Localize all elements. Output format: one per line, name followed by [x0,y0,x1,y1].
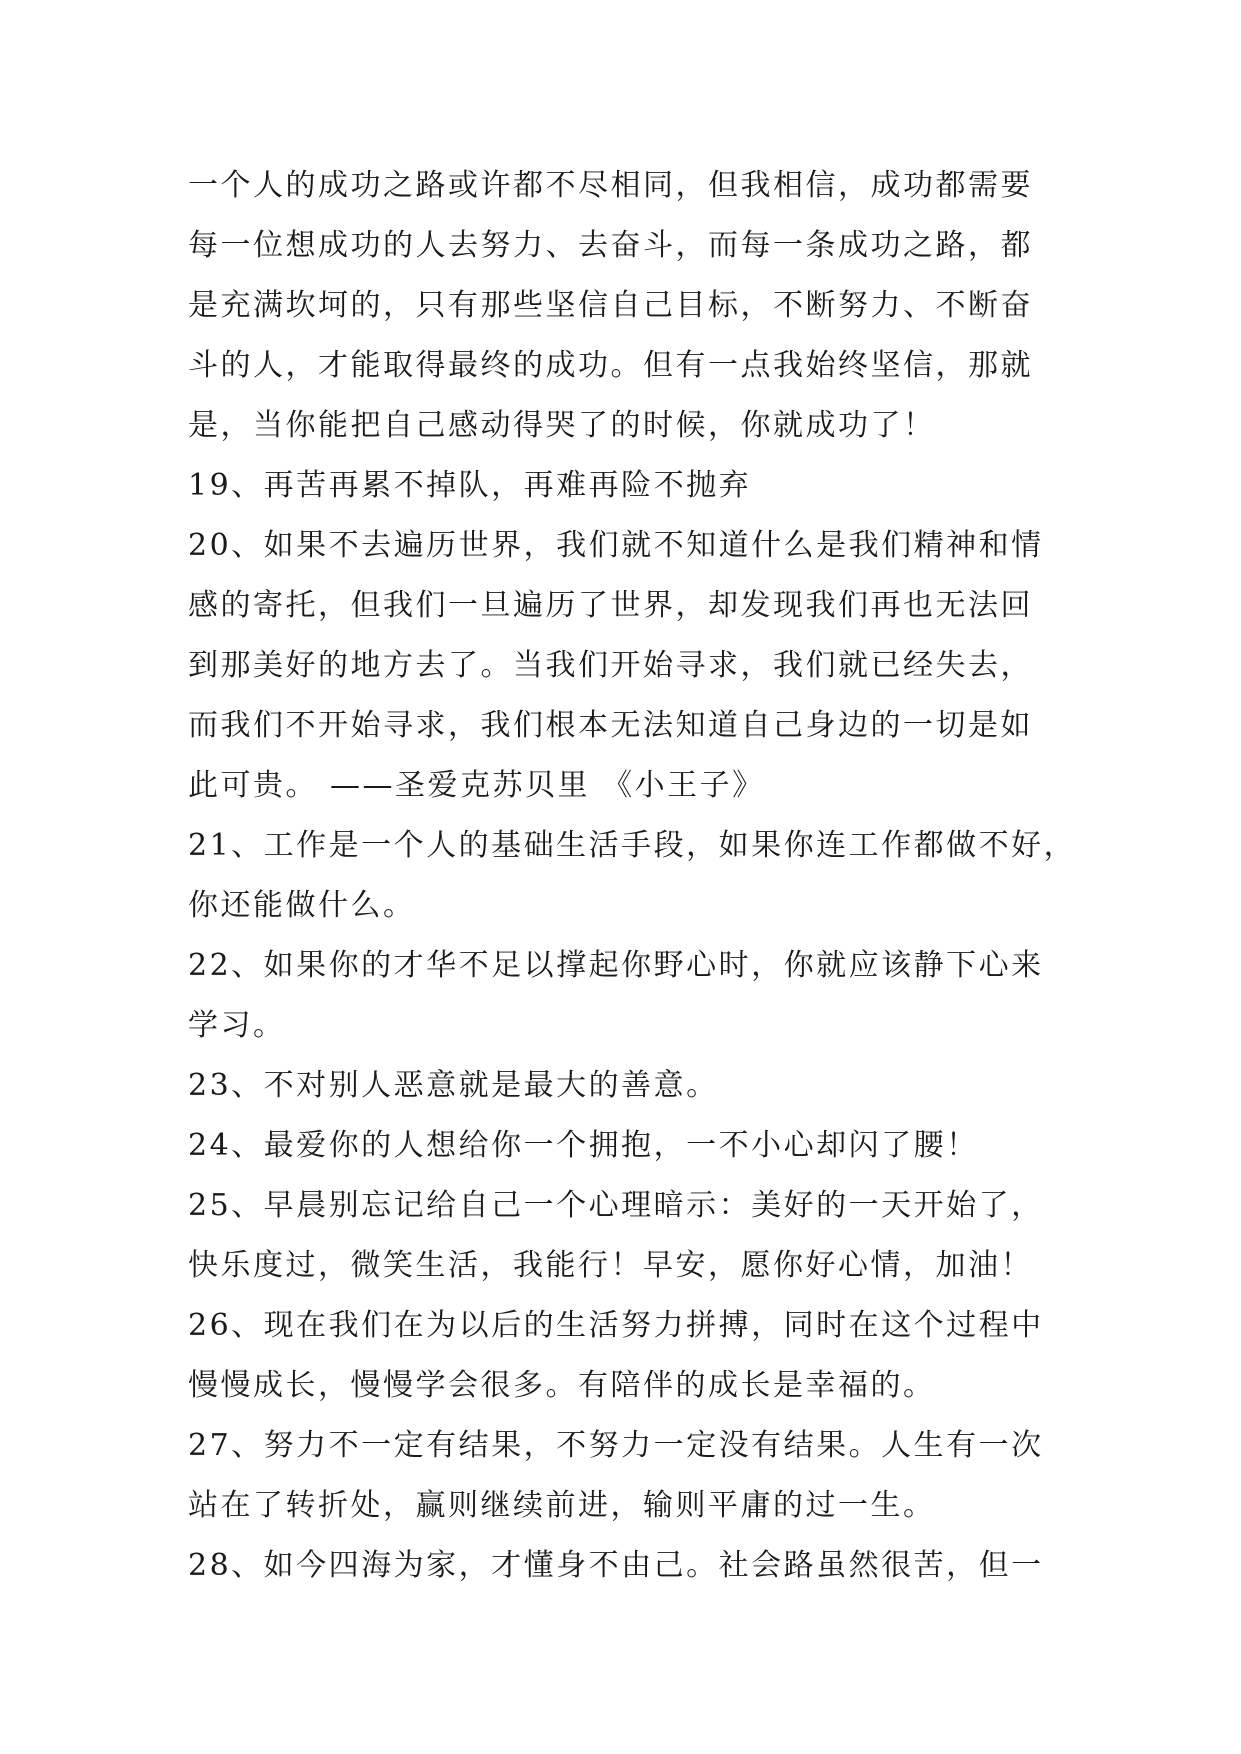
text-line-19: 快乐度过，微笑生活，我能行！早安，愿你好心情，加油！ [188,1248,1033,1283]
text-line-21: 慢慢成长，慢慢学会很多。有陪伴的成长是幸福的。 [188,1368,936,1403]
text-line-9: 到那美好的地方去了。当我们开始寻求，我们就已经失去， [188,648,1033,683]
text-line-24: 28、如今四海为家，才懂身不由己。社会路虽然很苦，但一 [188,1548,1044,1583]
text-line-12: 21、工作是一个人的基础生活手段，如果你连工作都做不好， [188,828,1077,863]
text-line-16: 23、不对别人恶意就是最大的善意。 [188,1068,719,1103]
text-line-8: 感的寄托，但我们一旦遍历了世界，却发现我们再也无法回 [188,588,1033,623]
text-line-13: 你还能做什么。 [188,888,416,923]
text-line-14: 22、如果你的才华不足以撑起你野心时，你就应该静下心来 [188,948,1044,983]
text-line-11: 此可贵。 ——圣爱克苏贝里 《小王子》 [188,768,765,803]
text-line-22: 27、努力不一定有结果，不努力一定没有结果。人生有一次 [188,1428,1044,1463]
text-line-18: 25、早晨别忘记给自己一个心理暗示：美好的一天开始了， [188,1188,1044,1223]
text-line-15: 学习。 [188,1008,286,1043]
text-line-20: 26、现在我们在为以后的生活努力拼搏，同时在这个过程中 [188,1308,1044,1343]
text-line-23: 站在了转折处，赢则继续前进，输则平庸的过一生。 [188,1488,936,1523]
text-line-5: 是，当你能把自己感动得哭了的时候，你就成功了！ [188,408,936,443]
text-line-10: 而我们不开始寻求，我们根本无法知道自己身边的一切是如 [188,708,1033,743]
text-line-6: 19、再苦再累不掉队，再难再险不抛弃 [188,468,752,503]
text-line-17: 24、最爱你的人想给你一个拥抱，一不小心却闪了腰！ [188,1128,979,1163]
text-line-3: 是充满坎坷的，只有那些坚信自己目标，不断努力、不断奋 [188,288,1033,323]
text-line-4: 斗的人，才能取得最终的成功。但有一点我始终坚信，那就 [188,348,1033,383]
text-line-1: 一个人的成功之路或许都不尽相同，但我相信，成功都需要 [188,168,1033,203]
text-line-2: 每一位想成功的人去努力、去奋斗，而每一条成功之路，都 [188,228,1033,263]
text-line-7: 20、如果不去遍历世界，我们就不知道什么是我们精神和情 [188,528,1044,563]
